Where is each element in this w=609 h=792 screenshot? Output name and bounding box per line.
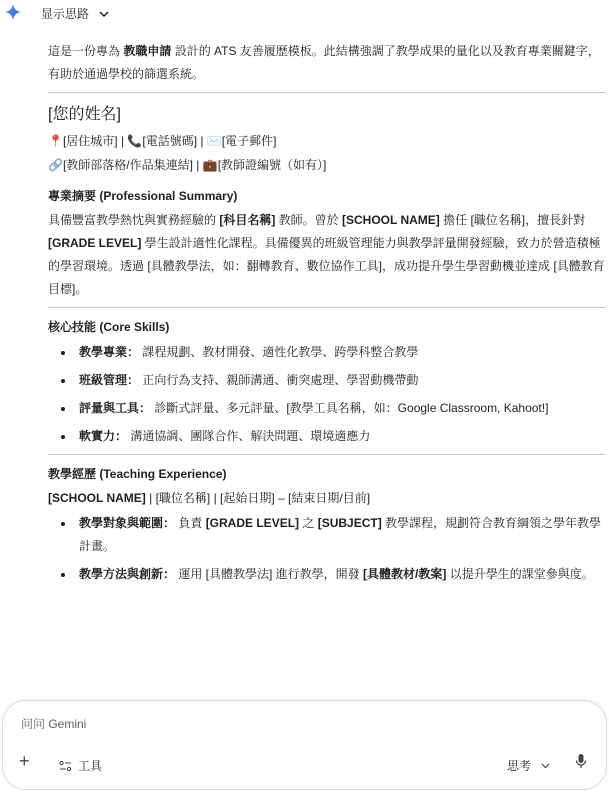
text: 學生設計適性化課程。具備優異的班級管理能力與教學評量開發經驗，致力於營造積極的學習環境。透過 [具體教學法，如：翻轉教育、數位協作工具]，成功提升學生學習動機並達成 [具體教育目標]。	[48, 236, 605, 296]
skills-heading: 核心技能 (Core Skills)	[48, 320, 170, 334]
phone: [電話號碼]	[142, 134, 198, 148]
link-icon: 🔗	[48, 158, 63, 172]
add-button[interactable]	[19, 751, 30, 772]
text-bold: 教職申請	[123, 44, 172, 58]
phone-icon: 📞	[127, 134, 143, 148]
text: 溝通協調、團隊合作、解決問題、環境適應力	[127, 429, 371, 443]
text: 這是一份專為	[48, 44, 124, 58]
chevron-down-icon	[99, 10, 109, 18]
skills-list	[48, 341, 605, 448]
text: 運用 [具體教學法] 進行教學，開發	[175, 567, 364, 581]
pin-icon: 📍	[48, 134, 63, 148]
resume-name: [您的姓名]	[48, 106, 121, 123]
label: 班級管理：	[79, 373, 140, 387]
label: 評量與工具：	[79, 401, 152, 415]
mode-label: 思考	[507, 759, 532, 773]
city: [居住城市]	[62, 134, 118, 148]
experience-list	[48, 512, 605, 586]
contact-line-2	[48, 153, 605, 177]
license: [教師證編號（如有）]	[217, 158, 327, 172]
label: 軟實力：	[79, 429, 128, 443]
list-item	[48, 341, 605, 364]
prompt-composer	[2, 700, 607, 790]
text: 具備豐富教學熱忱與實務經驗的	[48, 213, 220, 227]
experience-heading: 教學經歷 (Teaching Experience)	[48, 467, 227, 481]
text: 診斷式評量、多元評量、[教學工具名稱，如：Google Classroom, Kahoot!]	[151, 401, 549, 415]
show-thinking-label: 显示思路	[41, 7, 90, 21]
list-item	[48, 397, 605, 420]
sep: |	[117, 134, 128, 148]
label: 教學方法與創新：	[79, 567, 176, 581]
gemini-spark-icon	[4, 3, 22, 21]
sep: |	[197, 134, 207, 148]
label: 教學專業：	[79, 345, 140, 359]
school: [SCHOOL NAME]	[48, 491, 146, 505]
text-bold: [具體教材/教案]	[363, 567, 447, 581]
text: 正向行為支持、親師溝通、衝突處理、學習動機帶動	[139, 373, 419, 387]
blog: [教師部落格/作品集連結]	[62, 158, 193, 172]
text-bold: [SUBJECT]	[317, 516, 382, 530]
microphone-icon[interactable]	[575, 753, 587, 769]
text: 負責	[175, 516, 206, 530]
text: 以提升學生的課堂參與度。	[446, 567, 594, 581]
header	[0, 0, 609, 26]
text-bold: [科目名稱]	[219, 213, 276, 227]
briefcase-icon: 💼	[202, 158, 218, 172]
text: 教學課程，規劃符合教育綱領之學年教學計畫。	[79, 516, 602, 553]
prompt-input[interactable]: 问问 Gemini	[21, 717, 87, 731]
email-icon: ✉️	[206, 134, 222, 148]
chevron-down-icon	[541, 763, 550, 769]
tools-button[interactable]	[59, 757, 102, 774]
text: 教師。曾於	[275, 213, 343, 227]
text: 設計的 ATS 友善履歷模板。此結構強調了教學成果的量化以及教育專業關鍵字，有助於通過學校的篩選系統。	[48, 44, 600, 81]
text: 課程規劃、教材開發、適性化教學、跨學科整合教學	[139, 345, 419, 359]
intro-paragraph	[48, 40, 605, 86]
experience-school-line	[48, 487, 605, 510]
list-item	[48, 512, 605, 558]
text-bold: [GRADE LEVEL]	[48, 236, 142, 250]
divider	[48, 92, 605, 93]
text-bold: [SCHOOL NAME]	[342, 213, 440, 227]
email: [電子郵件]	[221, 134, 277, 148]
list-item	[48, 425, 605, 448]
text-bold: [GRADE LEVEL]	[205, 516, 300, 530]
divider	[48, 307, 605, 308]
mode-selector[interactable]	[507, 757, 550, 774]
text: | [職位名稱] | [起始日期] – [結束日期/目前]	[145, 491, 371, 505]
label: 教學對象與範圍：	[79, 516, 176, 530]
list-item	[48, 563, 605, 586]
response-content	[48, 40, 605, 591]
summary-heading: 專業摘要 (Professional Summary)	[48, 189, 238, 203]
divider	[48, 454, 605, 455]
sep: |	[192, 158, 203, 172]
plus-icon: +	[19, 751, 30, 771]
text: 擔任 [職位名稱]，擅長針對	[439, 213, 586, 227]
text: 之	[299, 516, 318, 530]
list-item	[48, 369, 605, 392]
summary-paragraph	[48, 209, 605, 301]
tools-label: 工具	[78, 759, 103, 773]
show-thinking-toggle[interactable]	[41, 5, 109, 22]
contact-line-1	[48, 129, 605, 153]
tools-icon	[59, 760, 72, 772]
